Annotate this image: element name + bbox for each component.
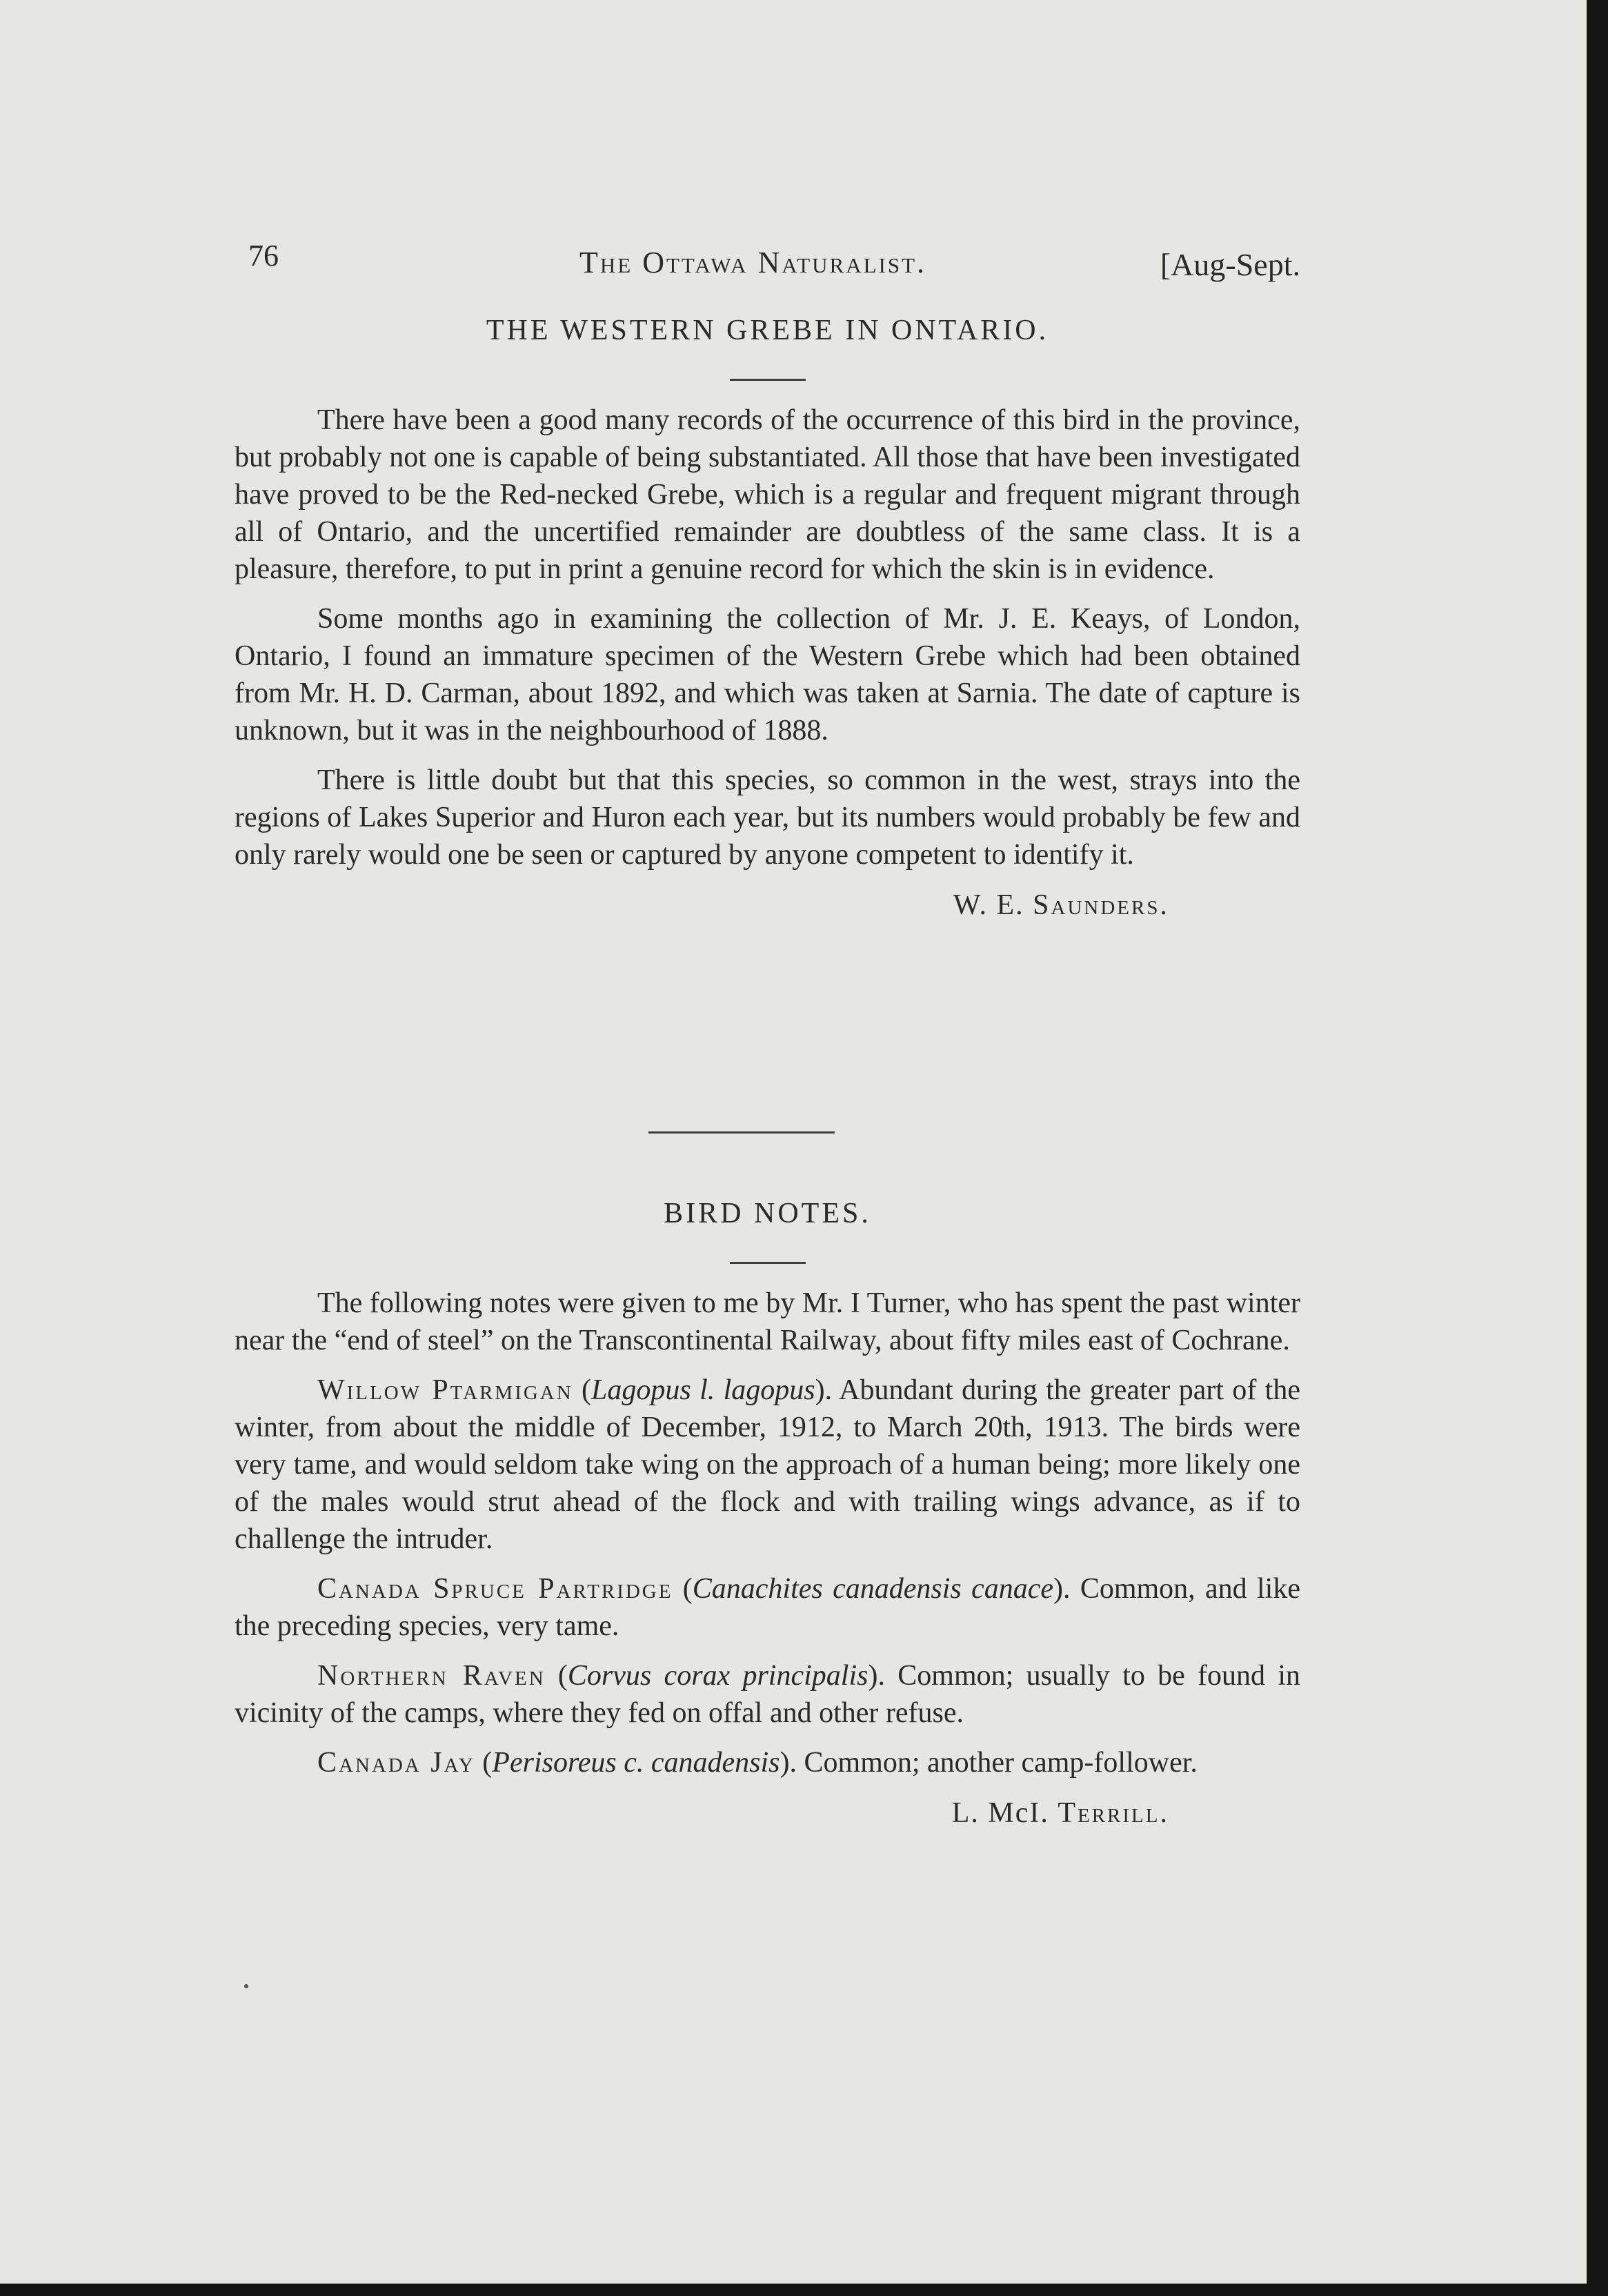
scientific-name: Perisoreus c. canadensis [492, 1747, 780, 1779]
common-name: Northern Raven [317, 1660, 546, 1692]
common-name: Canada Jay [317, 1747, 475, 1779]
scan-speck [244, 1984, 248, 1988]
author-signature [235, 889, 1300, 922]
author-initials: W. E. [953, 889, 1024, 921]
article-title: THE WESTERN GREBE IN ONTARIO. [486, 315, 1049, 346]
intro-paragraph: The following notes were given to me by Mr. I Turner, who has spent the past winter near the “end of steel” on the Transcontinental Railway, about fifty miles east of Cochrane. [235, 1287, 1300, 1356]
article-western-grebe [235, 314, 1300, 922]
issue-date: [Aug-Sept. [1160, 247, 1300, 282]
common-name: Canada Spruce Partridge [317, 1573, 673, 1605]
paragraph: There is little doubt but that this species, so common in the west, strays into the regions of Lakes Superior and Huron each year, but its numbers would probably be few and only rarely would one be seen or captured by anyone competent to identify it. [235, 764, 1300, 871]
common-name: Willow Ptarmigan [317, 1374, 573, 1406]
species-entry: Canada Jay (Perisoreus c. canadensis). Common; another camp-follower. [317, 1747, 1198, 1779]
page-number: 76 [248, 239, 279, 273]
species-entry: Canada Spruce Partridge (Canachites canadensis canace). Common, and like the preceding species, very tame. [235, 1573, 1300, 1642]
entry-text: Common; usually to be found in vicinity of the camps, where they fed on offal and other refuse. [235, 1660, 1300, 1729]
paragraph: There have been a good many records of the occurrence of this bird in the province, but probably not one is capable of being substantiated. All those that have been investigated have proved to be the Red-necked Grebe, which is a regular and frequent migrant through all of Ontario, and the uncertified remainder are doubtless of the same class. It is a pleasure, therefore, to put in print a genuine record for which the skin is in evidence. [235, 404, 1300, 585]
scientific-name: Corvus corax principalis [567, 1660, 868, 1692]
author-surname: Terrill. [1058, 1797, 1169, 1829]
species-entry: Northern Raven (Corvus corax principalis). Common; usually to be found in vicinity of the camps, where they fed on offal and other refuse. [235, 1660, 1300, 1729]
entry-text: Common, and like the preceding species, very tame. [235, 1573, 1300, 1642]
author-surname: Saunders. [1033, 889, 1169, 921]
scientific-name: Canachites canadensis canace [692, 1573, 1053, 1605]
scan-border-bottom [0, 2284, 1608, 2296]
author-initials: L. McI. [951, 1797, 1049, 1829]
journal-title: The Ottawa Naturalist. [579, 246, 927, 279]
running-head [248, 238, 1300, 286]
article-title: BIRD NOTES. [664, 1198, 871, 1229]
article-bird-notes [235, 1197, 1300, 1830]
scientific-name: Lagopus l. lagopus [591, 1374, 815, 1406]
entry-text: Common; another camp-follower. [804, 1747, 1198, 1779]
species-entry: Willow Ptarmigan (Lagopus l. lagopus). Abundant during the greater part of the winter, from about the middle of December, 1912, to March 20th, 1913. The birds were very tame, and would seldom take wing on the approach of a human being; more likely one of the males would strut ahead of the flock and with trailing wings advance, as if to challenge the intruder. [235, 1374, 1300, 1555]
paragraph: Some months ago in examining the collection of Mr. J. E. Keays, of London, Ontario, I found an immature specimen of the Western Grebe which had been obtained from Mr. H. D. Carman, about 1892, and which was taken at Sarnia. The date of capture is unknown, but it was in the neighbourhood of 1888. [235, 603, 1300, 746]
scan-border-right [1587, 0, 1608, 2296]
entry-text: Abundant during the greater part of the winter, from about the middle of December, 1912, to March 20th, 1913. The birds were very tame, and would seldom take wing on the approach of a human being; more likely one of the males would strut ahead of the flock and with trailing wings advance, as if to challenge the intruder. [235, 1374, 1300, 1555]
author-signature [235, 1797, 1300, 1830]
section-divider [648, 1131, 835, 1134]
title-rule [730, 379, 806, 381]
title-rule [730, 1262, 806, 1264]
